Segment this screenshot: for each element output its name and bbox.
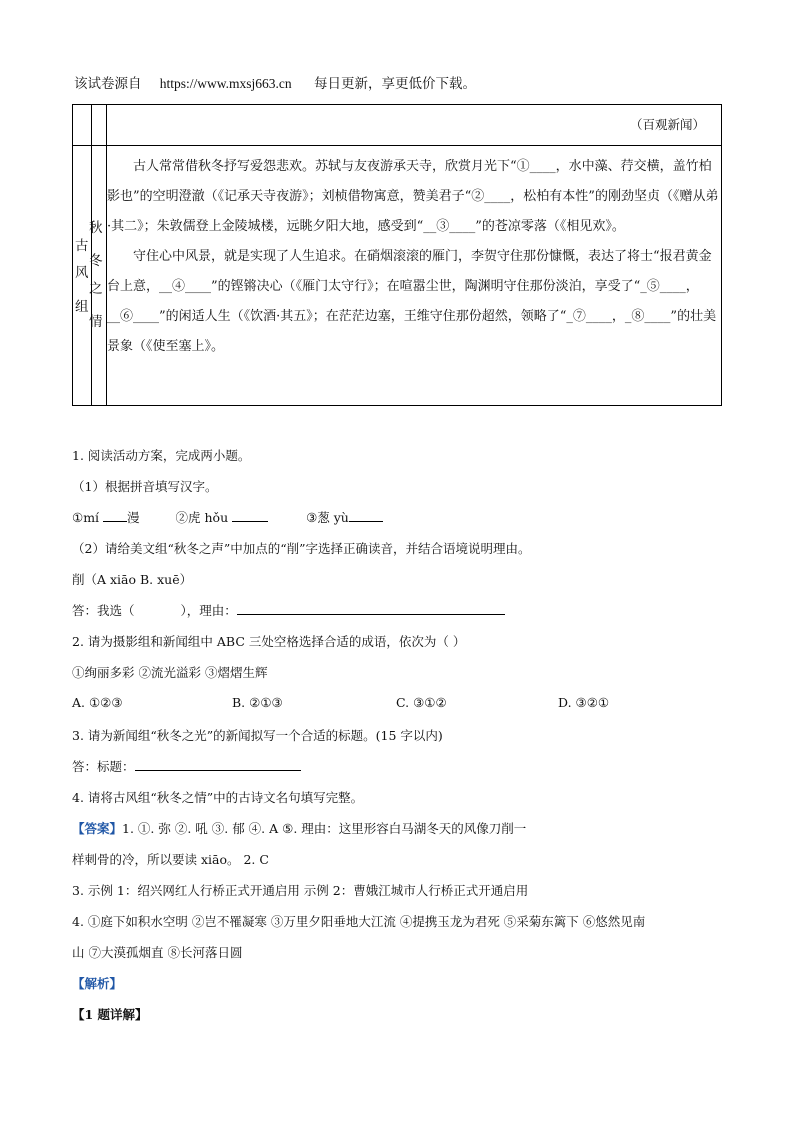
header-slogan: 每日更新，享更低价下载。: [313, 76, 476, 92]
q2-title: 2. 请为摄影组和新闻组中 ABC 三处空格选择合适的成语，依次为（ ）: [72, 634, 466, 649]
q1-2-title: （2）请给美文组“秋冬之声”中加点的“削”字选择正确读音，并结合语境说明理由。: [72, 541, 531, 556]
q1-1-title: （1）根据拼音填写汉字。: [72, 479, 218, 494]
pinyin-item-1-suffix: 漫: [127, 510, 140, 525]
theme-char: 之: [89, 281, 103, 297]
pinyin-item-2: ②虎 hǒu: [175, 510, 233, 525]
source-prefix: 该试卷源自: [74, 76, 142, 92]
q1-2-answer: [72, 601, 505, 619]
activity-table: [72, 104, 722, 406]
source-url[interactable]: https://www.mxsj663.cn: [159, 76, 292, 91]
content-paragraph-2: 守住心中风景，就是实现了人生追求。在硝烟滚滚的雁门，李贺守住那份慷慨，表达了将士“报君黄金台上意，__④____”的铿锵决心（《雁门太守行》；在喧嚣尘世，陶渊明守住那份淡泊，享受了“_⑤____，__⑥____”的闲适人生（《饮酒·其五》；在茫茫边塞，王维守住那份超然，领略了“_⑦____，_⑧____”的壮美景象（《使至塞上》。: [107, 249, 717, 354]
q1-2-options: 削（A xiāo B. xuē）: [72, 572, 193, 587]
group-char: 风: [75, 265, 89, 281]
q3-answer: [72, 757, 301, 775]
group-char: 组: [75, 299, 89, 315]
answer-line-4: 4. ①庭下如积水空明 ②岂不罹凝寒 ③万里夕阳垂地大江流 ④提携玉龙为君死 ⑤采菊东篱下 ⑥悠然见南: [72, 914, 646, 929]
q2-option-a[interactable]: A. ①②③: [72, 695, 123, 710]
analysis-label: 【解析】: [72, 976, 123, 991]
q2-choices: ①绚丽多彩 ②流光溢彩 ③熠熠生辉: [72, 665, 268, 680]
theme-char: 冬: [89, 253, 103, 269]
pinyin-item-1: ①mí: [72, 510, 104, 525]
answer-prefix: 答：我选（: [72, 603, 135, 618]
q4-title: 4. 请将古风组“秋冬之情”中的古诗文名句填写完整。: [72, 790, 364, 805]
title-label: 答：标题：: [72, 759, 135, 774]
group-char: 古: [75, 238, 89, 254]
table-source: （百观新闻）: [107, 105, 722, 146]
answer-blank[interactable]: [135, 758, 301, 771]
pinyin-item-3: ③葱 yù: [306, 510, 349, 525]
answer-line-2: 样刺骨的冷，所以要读 xiāo。 2. C: [72, 852, 269, 867]
table-cell-empty: [73, 105, 92, 146]
answer-line-1: [72, 819, 526, 837]
q2-option-d[interactable]: D. ③②①: [558, 695, 610, 710]
page-header: [74, 72, 476, 92]
answer-blank[interactable]: [232, 509, 268, 522]
answer-reason-label: ），理由：: [180, 603, 237, 618]
detail-label: 【1 题详解】: [72, 1007, 148, 1022]
answer-label: 【答案】: [72, 821, 123, 836]
theme-name-cell: [89, 146, 107, 406]
q1-1-items: [72, 508, 383, 526]
answer-blank[interactable]: [349, 509, 383, 522]
answer-line-3: 3. 示例 1：绍兴网红人行桥正式开通启用 示例 2：曹娥江城市人行桥正式开通启用: [72, 883, 529, 898]
q2-option-b[interactable]: B. ②①③: [232, 695, 283, 710]
answer-blank[interactable]: [103, 509, 127, 522]
answer-line-5: 山 ⑦大漠孤烟直 ⑧长河落日圆: [72, 945, 243, 960]
q2-option-c[interactable]: C. ③①②: [396, 695, 447, 710]
theme-char: 秋: [89, 220, 103, 236]
answer-text: 1. ①. 弥 ②. 吼 ③. 郁 ④. A ⑤. 理由：这里形容白马湖冬天的风像刀削一: [122, 821, 527, 836]
theme-char: 情: [89, 314, 103, 330]
content-paragraph-1: 古人常常借秋冬抒写爱怨悲欢。苏轼与友夜游承天寺，欣赏月光下“①____，水中藻、荇交横，盖竹柏影也”的空明澄澈（《记承天寺夜游》；刘桢借物寓意，赞美君子“②____，松柏有本性”的刚劲坚贞（《赠从弟·其二》；朱敦儒登上金陵城楼，远眺夕阳大地，感受到“__③____”的苍凉零落（《相见欢》。: [107, 159, 719, 234]
q3-title: 3. 请为新闻组“秋冬之光”的新闻拟写一个合适的标题。(15 字以内): [72, 728, 443, 743]
table-cell-empty: [92, 105, 107, 146]
table-content: [107, 146, 722, 406]
answer-blank[interactable]: [237, 602, 505, 615]
q1-title: 1. 阅读活动方案，完成两小题。: [72, 448, 251, 463]
